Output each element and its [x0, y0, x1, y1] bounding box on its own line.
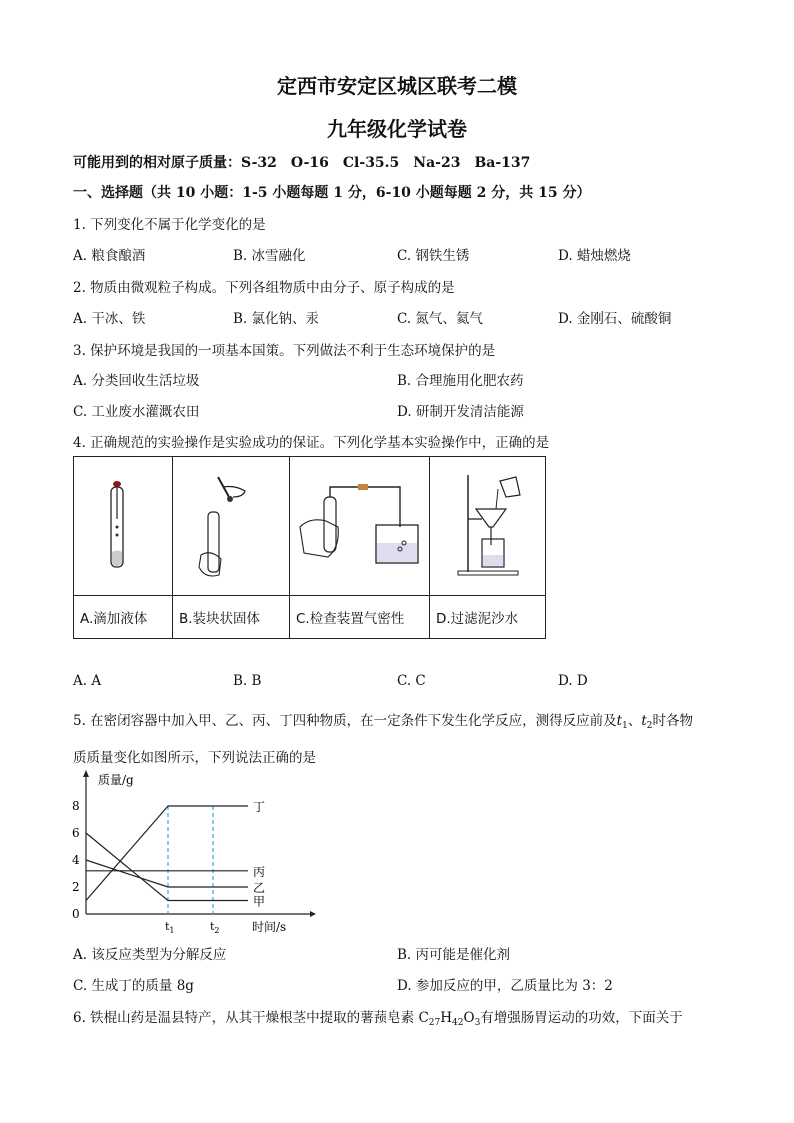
- formula-sub-c: 27: [428, 1018, 441, 1028]
- q1-option-c[interactable]: C. 钢铁生锈: [397, 248, 470, 264]
- chart-series: [86, 806, 248, 901]
- formula-h: H: [440, 1010, 453, 1026]
- q5-stem-b: 时各物: [652, 713, 694, 729]
- series-label-1: 丙: [253, 864, 266, 879]
- q3-option-c[interactable]: C. 工业废水灌溉农田: [73, 404, 200, 420]
- q5-option-b[interactable]: B. 丙可能是催化剂: [397, 947, 511, 963]
- cell-label-d: D.过滤泥沙水: [430, 596, 546, 639]
- chart-axes: [83, 770, 316, 917]
- t1-subscript: 1: [622, 721, 628, 731]
- q4-option-b[interactable]: B. B: [233, 673, 262, 689]
- series-line-2: [86, 860, 248, 887]
- q2-option-d[interactable]: D. 金刚石、硫酸铜: [558, 311, 672, 327]
- q3-option-d[interactable]: D. 研制开发清洁能源: [397, 404, 524, 420]
- q1-option-a[interactable]: A. 粮食酿酒: [73, 248, 146, 264]
- y-tick-label-0: 0: [72, 907, 80, 921]
- q5-option-c[interactable]: C. 生成丁的质量 8g: [73, 978, 194, 994]
- q1-option-d[interactable]: D. 蜡烛燃烧: [558, 248, 631, 264]
- experiment-table: [73, 456, 546, 639]
- mass-time-chart: [60, 768, 330, 940]
- series-label-2: 乙: [253, 881, 266, 895]
- q3-option-a[interactable]: A. 分类回收生活垃圾: [73, 373, 200, 389]
- t1-symbol: t: [616, 713, 623, 729]
- airtightness-icon: [290, 457, 429, 591]
- section-heading: 一、选择题（共 10 小题：1-5 小题每题 1 分，6-10 小题每题 2 分，共 15 分）: [73, 185, 591, 201]
- y-tick-label-2: 2: [72, 880, 80, 894]
- filtration-icon: [430, 457, 545, 591]
- t2-subscript: 2: [646, 721, 653, 731]
- cell-label-c: C.检查装置气密性: [290, 596, 430, 639]
- q5-option-a[interactable]: A. 该反应类型为分解反应: [73, 947, 227, 963]
- exam-subtitle: 九年级化学试卷: [327, 117, 467, 141]
- x-tick-sub-t2: 2: [214, 926, 220, 935]
- dropper-icon: [74, 457, 172, 591]
- series-label-3: 甲: [253, 894, 266, 909]
- chart-labels: [72, 772, 286, 935]
- series-label-0: 丁: [253, 800, 266, 814]
- question-4-stem: 4. 正确规范的实验操作是实验成功的保证。下列化学基本实验操作中，正确的是: [73, 435, 550, 451]
- x-axis-label: 时间/s: [252, 920, 287, 934]
- exam-title: 定西市安定区城区联考二模: [277, 74, 517, 98]
- x-axis-arrow: [310, 911, 316, 917]
- x-tick-label-t2: $t_2$: [210, 920, 220, 935]
- question-1-stem: 1. 下列变化不属于化学变化的是: [73, 217, 266, 233]
- q2-option-b[interactable]: B. 氯化钠、汞: [233, 311, 320, 327]
- q6-stem-a: 6. 铁棍山药是温县特产，从其干燥根茎中提取的薯蓣皂素 C: [73, 1010, 429, 1026]
- formula-sub-o: 3: [474, 1018, 481, 1028]
- q5-option-d[interactable]: D. 参加反应的甲，乙质量比为 3：2: [397, 978, 613, 994]
- filter-figure-cell: [430, 457, 546, 596]
- solid-figure-cell: [173, 457, 290, 596]
- y-tick-label-8: 8: [72, 799, 80, 813]
- cell-label-a: A.滴加液体: [74, 596, 173, 639]
- series-line-3: [86, 833, 248, 901]
- y-axis-label: 质量/g: [98, 773, 134, 787]
- y-tick-label-4: 4: [72, 853, 80, 867]
- q6-stem-b: 有增强肠胃运动的功效，下面关于: [480, 1010, 683, 1026]
- question-6-stem: [73, 1006, 683, 1028]
- dropper-figure-cell: [74, 457, 173, 596]
- q3-option-b[interactable]: B. 合理施用化肥农药: [397, 373, 524, 389]
- q4-option-d[interactable]: D. D: [558, 673, 588, 689]
- question-3-stem: 3. 保护环境是我国的一项基本国策。下列做法不利于生态环境保护的是: [73, 343, 496, 359]
- test-tube-solid-icon: [173, 457, 289, 591]
- question-2-stem: 2. 物质由微观粒子构成。下列各组物质中由分子、原子构成的是: [73, 280, 455, 296]
- t2-symbol: t: [641, 713, 647, 729]
- formula-o: O: [463, 1010, 475, 1026]
- y-tick-label-6: 6: [72, 826, 80, 840]
- cell-label-b: B.装块状固体: [173, 596, 290, 639]
- q5-stem-a: 5. 在密闭容器中加入甲、乙、丙、丁四种物质，在一定条件下发生化学反应，测得反应前及: [73, 713, 617, 729]
- x-tick-label-t1: $t_1$: [165, 920, 175, 935]
- q2-option-c[interactable]: C. 氮气、氦气: [397, 311, 483, 327]
- q4-option-c[interactable]: C. C: [397, 673, 426, 689]
- x-tick-sub-t1: 1: [169, 926, 175, 935]
- formula-sub-h: 42: [452, 1018, 464, 1028]
- q5-separator: 、: [627, 713, 642, 729]
- airtight-figure-cell: [290, 457, 430, 596]
- y-axis-arrow: [83, 770, 89, 777]
- q1-option-b[interactable]: B. 冰雪融化: [233, 248, 306, 264]
- q2-option-a[interactable]: A. 干冰、铁: [73, 311, 146, 327]
- atomic-masses: 可能用到的相对原子质量：S-32 O-16 Cl-35.5 Na-23 Ba-137: [73, 155, 531, 171]
- q4-option-a[interactable]: A. A: [73, 673, 102, 689]
- question-5-stem-cont: 质质量变化如图所示，下列说法正确的是: [73, 750, 316, 766]
- question-5-stem: [73, 709, 693, 731]
